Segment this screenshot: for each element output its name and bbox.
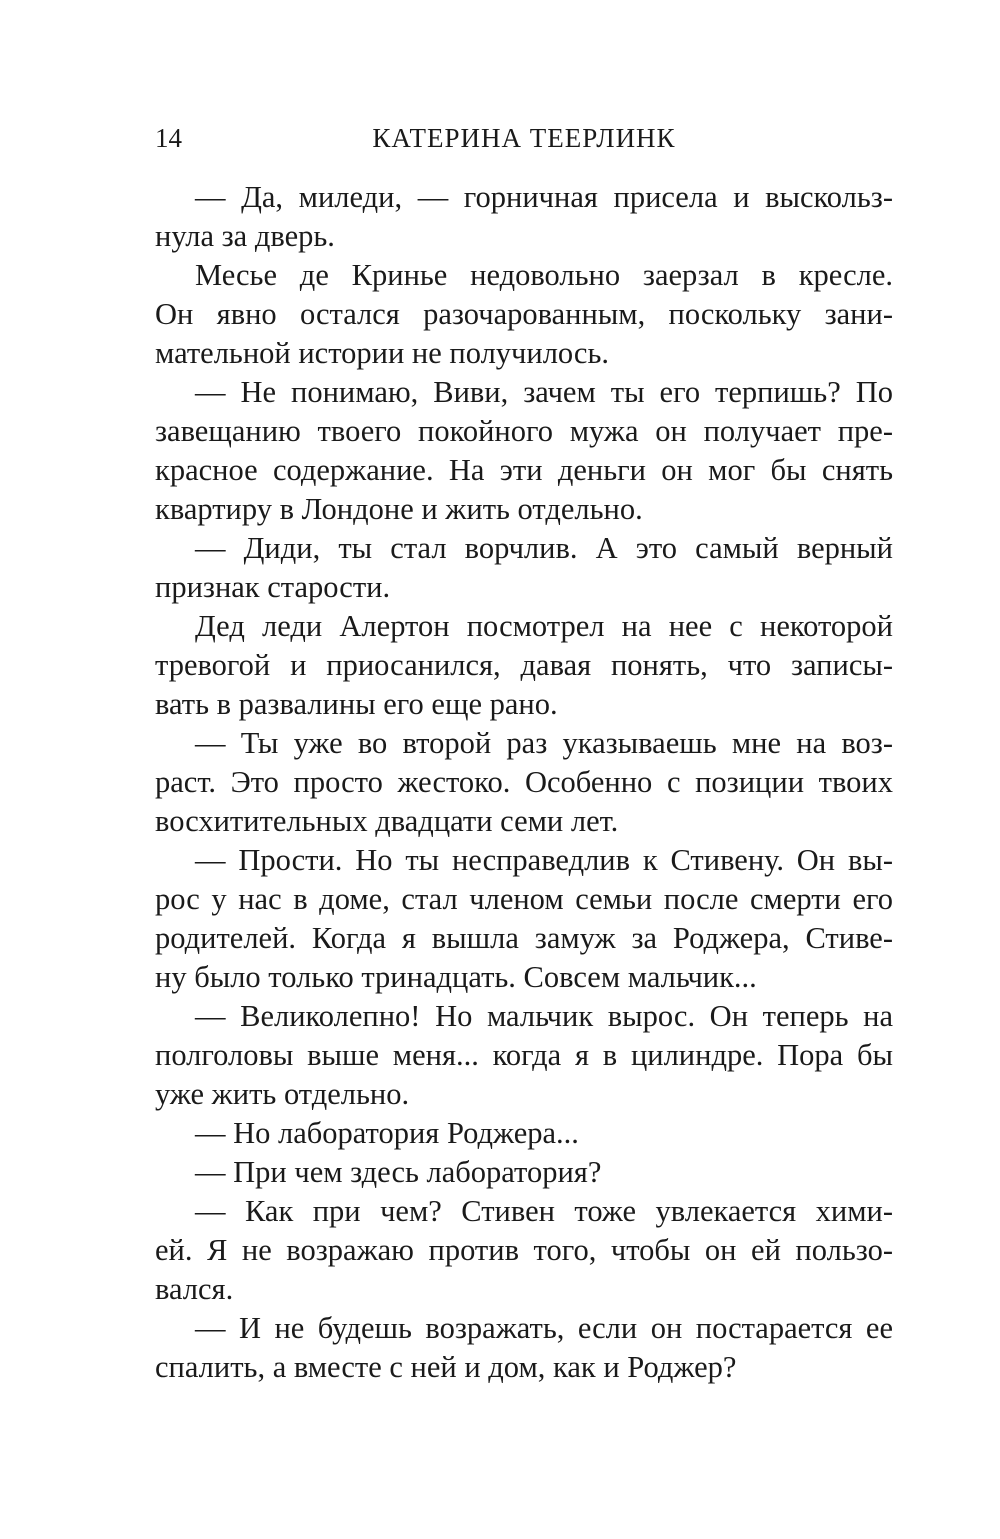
text-line: — Великолепно! Но мальчик вырос. Он теперь на xyxy=(195,999,893,1033)
running-head xyxy=(155,118,893,158)
text-line: — Но лаборатория Роджера... xyxy=(195,1116,579,1150)
text-line: — Ты уже во второй раз указываешь мне на воз- xyxy=(195,726,893,760)
text-line: квартиру в Лондоне и жить отдельно. xyxy=(155,492,643,526)
text-line: — При чем здесь лаборатория? xyxy=(195,1155,602,1189)
text-line: — Прости. Но ты несправедлив к Стивену. Он вы- xyxy=(195,843,893,877)
text-line: восхитительных двадцати семи лет. xyxy=(155,804,619,838)
text-line: — Не понимаю, Виви, зачем ты его терпишь? По xyxy=(195,375,893,409)
text-line: — Да, миледи, — горничная присела и выскольз- xyxy=(195,180,893,214)
text-line: ну было только тринадцать. Совсем мальчик... xyxy=(155,960,757,994)
text-line: вать в развалины его еще рано. xyxy=(155,687,558,721)
text-line: ей. Я не возражаю против того, чтобы он ей пользо- xyxy=(155,1233,893,1267)
text-line: тревогой и приосанился, давая понять, что записы- xyxy=(155,648,893,682)
text-line: — Диди, ты стал ворчлив. А это самый верный xyxy=(195,531,893,565)
text-line: спалить, а вместе с ней и дом, как и Роджер? xyxy=(155,1350,737,1384)
text-line: раст. Это просто жестоко. Особенно с позиции твоих xyxy=(155,765,893,799)
text-line: Дед леди Алертон посмотрел на нее с некоторой xyxy=(195,609,893,643)
text-line: — И не будешь возражать, если он постарается ее xyxy=(195,1311,893,1345)
running-title: КАТЕРИНА ТЕЕРЛИНК xyxy=(372,123,676,153)
text-line: признак старости. xyxy=(155,570,391,604)
text-line: родителей. Когда я вышла замуж за Роджера, Стиве- xyxy=(155,921,893,955)
text-line: Он явно остался разочарованным, поскольку зани- xyxy=(155,297,893,331)
text-line: Месье де Кринье недовольно заерзал в кресле. xyxy=(195,258,893,292)
body-text xyxy=(155,178,893,1387)
text-line: рос у нас в доме, стал членом семьи после смерти его xyxy=(155,882,893,916)
text-line: нула за дверь. xyxy=(155,219,335,253)
text-line: уже жить отдельно. xyxy=(155,1077,410,1111)
page-number: 14 xyxy=(155,123,182,153)
text-line: — Как при чем? Стивен тоже увлекается хими- xyxy=(195,1194,893,1228)
text-line: красное содержание. На эти деньги он мог бы снять xyxy=(155,453,893,487)
text-line: завещанию твоего покойного мужа он получает пре- xyxy=(155,414,893,448)
text-line: мательной истории не получилось. xyxy=(155,336,610,370)
text-line: вался. xyxy=(155,1272,234,1306)
text-line: полголовы выше меня... когда я в цилиндре. Пора бы xyxy=(155,1038,893,1072)
